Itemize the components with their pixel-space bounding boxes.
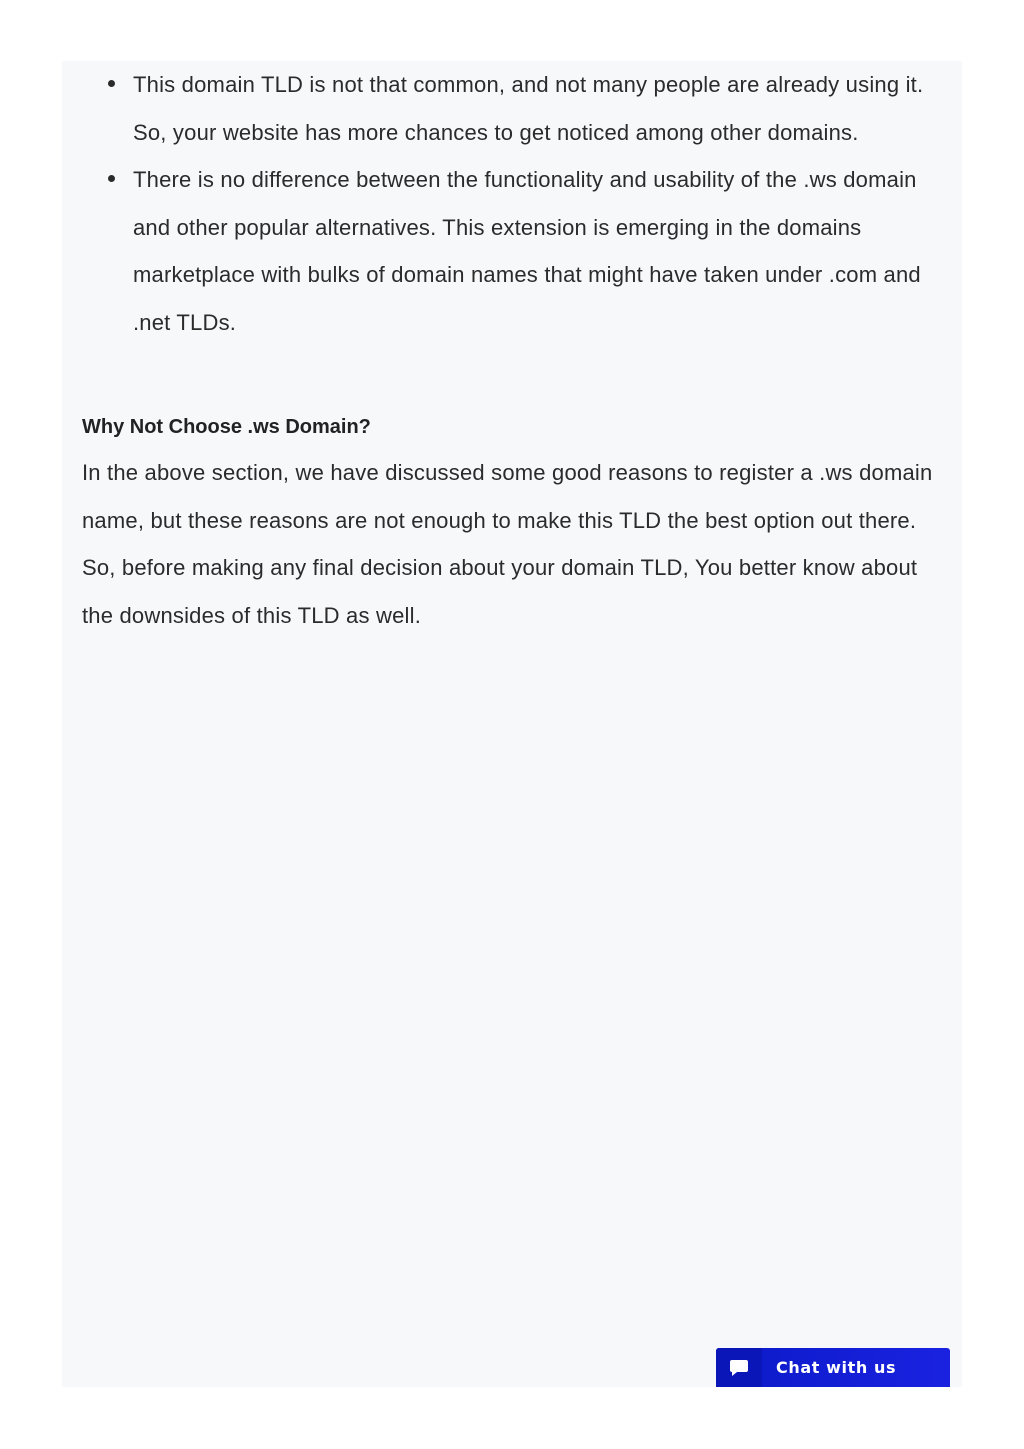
bullet-icon: [108, 175, 115, 182]
chat-bubble-icon: [716, 1348, 762, 1387]
bullet-icon: [108, 80, 115, 87]
section-paragraph: In the above section, we have discussed some good reasons to register a .ws domain name, but these reasons are not enough to make this TLD the best option out there. So, before making any final decision about your domain TLD, You better know about the downsides of this TLD as well.: [82, 460, 933, 628]
chat-button-label: Chat with us: [776, 1358, 897, 1377]
list-item-text: This domain TLD is not that common, and not many people are already using it. So, your website has more chances to get noticed among other domains.: [133, 72, 924, 145]
list-item: [133, 156, 942, 346]
list-item-text: There is no difference between the functionality and usability of the .ws domain and other popular alternatives. This extension is emerging in the domains marketplace with bulks of domain names that might have taken under .com and .net TLDs.: [133, 167, 921, 335]
content-panel: [62, 61, 962, 1387]
list-item: [133, 61, 942, 156]
reasons-list: [82, 61, 942, 347]
article-body: [82, 61, 942, 628]
chat-with-us-button[interactable]: [716, 1348, 950, 1387]
section-heading: Why Not Choose .ws Domain?: [82, 416, 371, 438]
